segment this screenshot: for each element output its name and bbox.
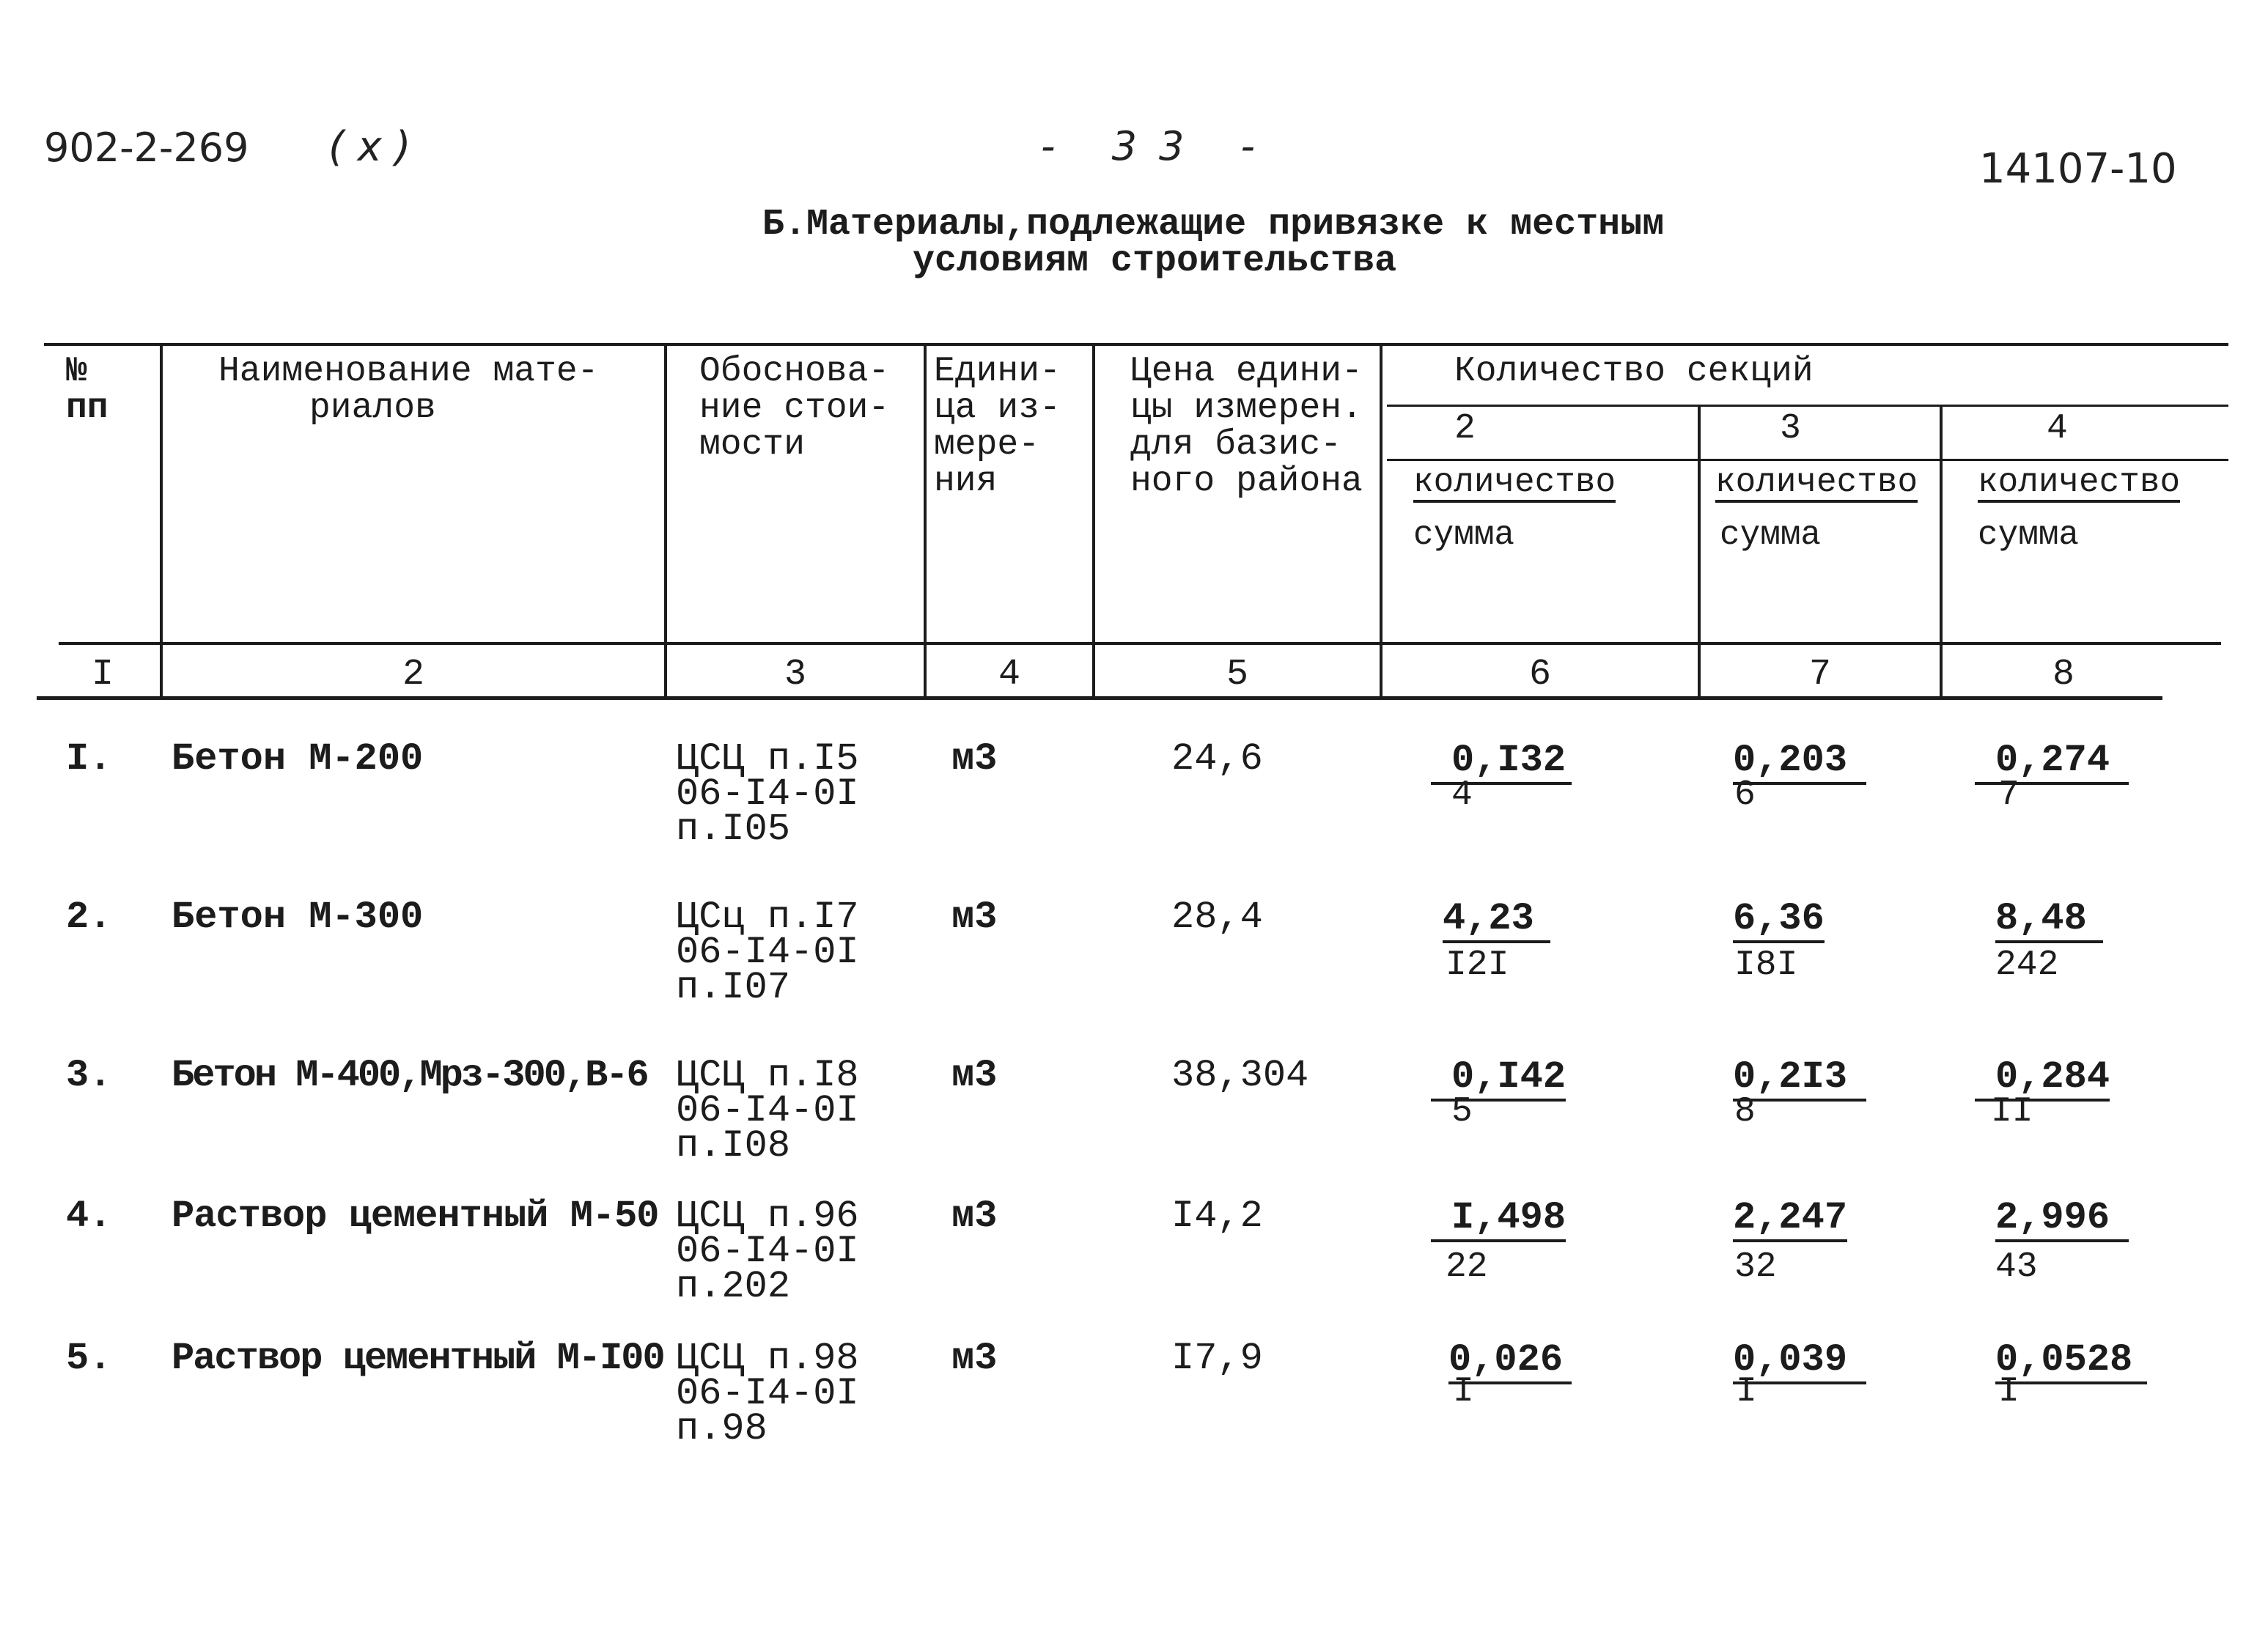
section-4-quantity: 2,996	[1995, 1196, 2129, 1242]
section-2-sum: 4	[1451, 775, 1473, 815]
unit-price: I7,9	[1171, 1337, 1263, 1380]
section-2-sum: I	[1453, 1372, 1474, 1412]
unit: м3	[951, 896, 998, 939]
unit-price: 28,4	[1171, 896, 1263, 939]
col-divider-2	[664, 343, 667, 699]
section-4-sum: 43	[1995, 1247, 2038, 1287]
section-4-sum: 7	[1998, 775, 2020, 815]
unit: м3	[951, 1054, 998, 1097]
section-3-quantity: 6,36	[1733, 897, 1825, 943]
cost-basis: ЦСц п.I7 06-I4-0I п.I07	[676, 896, 859, 1009]
sections-divider	[1387, 405, 2228, 407]
section-3-quantity: 0,2I3	[1733, 1055, 1866, 1102]
header-col-5: Цена едини- цы измерен. для базис- ного района	[1130, 352, 1363, 501]
header-col-3: Обоснова- ние стои- мости	[699, 352, 890, 465]
section-3-quantity: 0,039	[1733, 1338, 1866, 1384]
column-number-2: 2	[402, 654, 424, 696]
section-3-sum: I8I	[1734, 945, 1798, 985]
material-name: Бетон М-400,Мрз-300,В-6	[172, 1054, 647, 1097]
section-4-sum: 242	[1995, 945, 2059, 985]
col-divider-3	[924, 343, 927, 699]
column-number-3: 3	[784, 654, 806, 696]
header-section-3: 3	[1780, 409, 1801, 449]
section-4-quantity: 0,0528	[1995, 1338, 2147, 1384]
archive-number: 14107-10	[1979, 145, 2177, 193]
col-divider-5	[1380, 343, 1382, 699]
column-number-7: 7	[1808, 654, 1831, 696]
header-section-4: 4	[2047, 409, 2068, 449]
col-divider-1	[160, 343, 163, 699]
cost-basis: ЦСЦ п.96 06-I4-0I п.202	[676, 1195, 859, 1308]
row-number: 4.	[66, 1195, 112, 1238]
section-3-quantity: 0,203	[1733, 739, 1866, 785]
header-col-4: Едини- ца из- мере- ния	[934, 352, 1061, 501]
row-number: 3.	[66, 1054, 112, 1097]
header-bottom-border	[59, 642, 2221, 645]
header-section-2: 2	[1454, 409, 1476, 449]
page-title-line-2: условиям строительства	[913, 240, 1397, 282]
cost-basis: ЦСЦ п.I5 06-I4-0I п.I05	[676, 737, 859, 851]
cost-basis: ЦСЦ п.I8 06-I4-0I п.I08	[676, 1054, 859, 1167]
column-number-5: 5	[1226, 654, 1248, 696]
section-3-sum: I	[1736, 1372, 1757, 1412]
cost-basis: ЦСЦ п.98 06-I4-0I п.98	[676, 1337, 859, 1450]
qty-sum-divider	[1387, 459, 2228, 461]
section-4-quantity: 8,48	[1995, 897, 2103, 943]
section-2-quantity: 4,23	[1443, 897, 1550, 943]
row-number: 5.	[66, 1337, 112, 1380]
section-3-sum: 6	[1734, 775, 1756, 815]
unit-price: I4,2	[1171, 1195, 1263, 1238]
section-2-sum: 22	[1446, 1247, 1488, 1287]
row-number: I.	[66, 737, 112, 781]
table-top-border	[44, 343, 2228, 346]
header-section-3-qty: количество	[1715, 463, 1918, 501]
header-section-3-sum: сумма	[1720, 516, 1822, 554]
material-name: Бетон М-200	[172, 737, 424, 781]
row-number: 2.	[66, 896, 112, 939]
section-2-sum: 5	[1451, 1092, 1473, 1132]
unit-price: 24,6	[1171, 737, 1263, 781]
material-name: Раствор цементный М-50	[172, 1195, 659, 1238]
material-name: Раствор цементный М-I00	[172, 1337, 664, 1380]
unit: м3	[951, 737, 998, 781]
section-3-quantity: 2,247	[1733, 1196, 1847, 1242]
section-4-sum: II	[1991, 1092, 2033, 1132]
section-2-quantity: I,498	[1431, 1196, 1566, 1242]
page-number: - 33 -	[1041, 123, 1278, 169]
column-number-1: I	[91, 654, 114, 696]
document-code: 902-2-269	[44, 125, 249, 171]
page-title-line-1: Б.Материалы,подлежащие привязке к местным	[762, 204, 1665, 246]
col-divider-4	[1092, 343, 1095, 699]
column-number-8: 8	[2052, 654, 2074, 696]
unit-price: 38,304	[1171, 1054, 1309, 1097]
header-section-4-qty: количество	[1978, 463, 2181, 501]
section-2-quantity: 0,026	[1448, 1338, 1572, 1384]
section-2-sum: I2I	[1446, 945, 1509, 985]
section-4-quantity: 0,284	[1975, 1055, 2110, 1102]
section-2-quantity: 0,I32	[1431, 739, 1572, 785]
column-number-6: 6	[1528, 654, 1551, 696]
header-col-2: Наименование мате- риалов	[218, 352, 599, 428]
unit: м3	[951, 1195, 998, 1238]
section-2-quantity: 0,I42	[1431, 1055, 1566, 1102]
material-name: Бетон М-300	[172, 896, 424, 939]
unit: м3	[951, 1337, 998, 1380]
header-section-2-sum: сумма	[1413, 516, 1515, 554]
column-numbers-bottom-border	[37, 696, 2162, 700]
header-section-4-sum: сумма	[1978, 516, 2080, 554]
header-section-2-qty: количество	[1413, 463, 1616, 501]
header-col-1: № пп	[66, 352, 108, 428]
header-sections-label: Количество секций	[1454, 352, 1814, 391]
section-4-quantity: 0,274	[1975, 739, 2129, 785]
section-3-sum: 32	[1734, 1247, 1777, 1287]
section-4-sum: I	[1998, 1372, 2020, 1412]
section-3-sum: 8	[1734, 1092, 1756, 1132]
column-number-4: 4	[998, 654, 1020, 696]
document-code-suffix: ( x )	[328, 123, 411, 171]
